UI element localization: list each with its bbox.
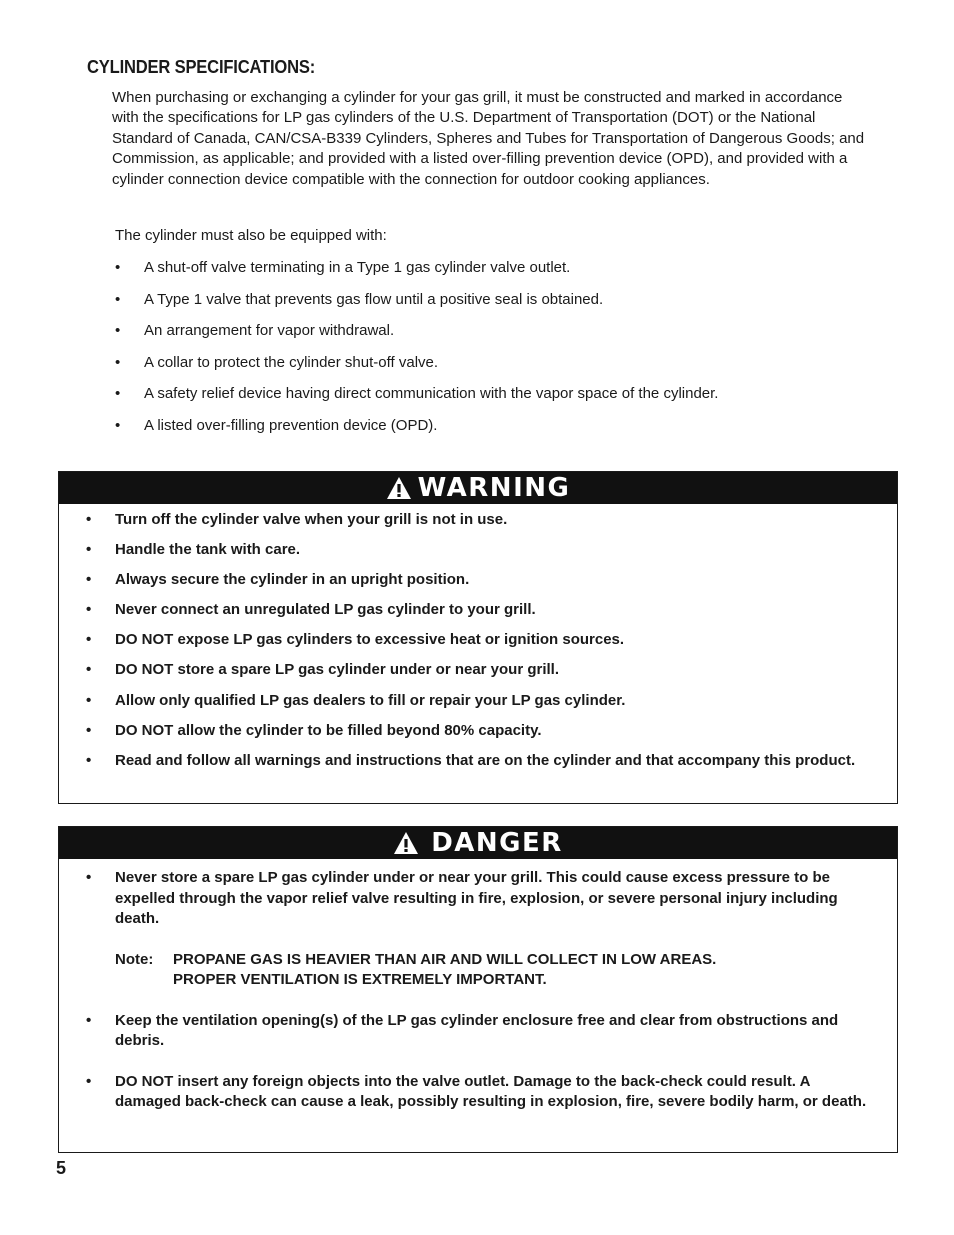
bullet: •	[115, 322, 121, 340]
bullet: •	[115, 353, 121, 371]
also-equipped-text: The cylinder must also be equipped with:	[115, 227, 387, 244]
danger-triangle-icon	[393, 831, 419, 855]
list-item-text: Keep the ventilation opening(s) of the LP gas cylinder enclosure free and clear from obstructions and debris.	[115, 1011, 839, 1049]
list-item	[112, 384, 718, 416]
list-item	[112, 416, 718, 448]
list-item	[59, 1072, 897, 1113]
list-item	[59, 691, 897, 712]
specifications-heading: CYLINDER SPECIFICATIONS:	[87, 57, 316, 77]
list-item-text: DO NOT expose LP gas cylinders to excessive heat or ignition sources.	[115, 631, 625, 649]
bullet: •	[86, 511, 92, 528]
bullet: •	[115, 290, 121, 308]
list-item	[112, 353, 718, 385]
list-item	[59, 570, 897, 591]
list-item	[59, 510, 897, 531]
list-item-text: A safety relief device having direct communication with the vapor space of the cylinder.	[144, 385, 719, 403]
bullet: •	[115, 259, 121, 276]
list-item-text: A listed over-filling prevention device (OPD).	[144, 416, 438, 434]
list-item-text: DO NOT store a spare LP gas cylinder under or near your grill.	[115, 661, 560, 679]
list-item-text: Handle the tank with care.	[115, 541, 301, 559]
bullet: •	[86, 601, 92, 619]
list-item-text: DO NOT insert any foreign objects into the valve outlet. Damage to the back-check could result. A damaged back-check can cause a leak, possibly resulting in explosion, fire, severe bodily harm, or death.	[115, 1072, 867, 1110]
list-item-text: Turn off the cylinder valve when your grill is not in use.	[115, 511, 508, 528]
list-item	[59, 540, 897, 561]
list-item-text: Never store a spare LP gas cylinder under or near your grill. This could cause excess pressure to be expelled through the vapor relief valve resulting in fire, explosion, or severe personal injury including death.	[115, 869, 838, 927]
list-item	[59, 600, 897, 621]
danger-title: DANGER	[431, 828, 563, 858]
list-item	[112, 258, 718, 290]
note-text: PROPANE GAS IS HEAVIER THAN AIR AND WILL COLLECT IN LOW AREAS. PROPER VENTILATION IS EXTREMELY IMPORTANT.	[173, 950, 717, 988]
bullet: •	[86, 541, 92, 559]
list-item-text: A shut-off valve terminating in a Type 1 gas cylinder valve outlet.	[144, 259, 571, 276]
warning-box	[58, 471, 898, 804]
bullet: •	[115, 416, 121, 434]
list-item	[59, 868, 897, 991]
bullet: •	[86, 721, 92, 739]
list-item	[59, 660, 897, 681]
equipment-list	[112, 258, 718, 448]
list-item-text: An arrangement for vapor withdrawal.	[144, 322, 395, 340]
bullet: •	[86, 1011, 92, 1029]
note-label: Note:	[115, 950, 154, 968]
danger-list	[59, 868, 897, 1113]
list-item-text: Never connect an unregulated LP gas cylinder to your grill.	[115, 601, 536, 619]
bullet: •	[115, 385, 121, 403]
list-item	[59, 630, 897, 651]
danger-box	[58, 826, 898, 1153]
bullet: •	[86, 1072, 92, 1090]
list-item-text: Always secure the cylinder in an upright position.	[115, 571, 470, 589]
specifications-intro: When purchasing or exchanging a cylinder for your gas grill, it must be constructed and marked in accordance with the specifications for LP gas cylinders of the U.S. Department of Transportation (DOT) or the National Standard of Canada, CAN/CSA-B339 Cylinders, Spheres and Tubes for Transportation of Dangerous Goods; and Commission, as applicable; and provided with a listed over-filling prevention device (OPD), and provided with a cylinder connection device compatible with the connection for outdoor cooking appliances.	[112, 89, 865, 188]
list-item	[59, 721, 897, 742]
list-item-text: DO NOT allow the cylinder to be filled beyond 80% capacity.	[115, 721, 542, 739]
list-item	[112, 321, 718, 353]
bullet: •	[86, 571, 92, 589]
bullet: •	[86, 691, 92, 709]
bullet: •	[86, 661, 92, 679]
bullet: •	[86, 751, 92, 769]
danger-header	[59, 827, 897, 859]
bullet: •	[86, 869, 92, 886]
warning-triangle-icon	[386, 476, 412, 500]
list-item	[112, 290, 718, 322]
list-item	[59, 1011, 897, 1052]
list-item	[59, 751, 897, 772]
page-number: 5	[56, 1158, 67, 1178]
warning-title: WARNING	[417, 473, 571, 503]
warning-list	[59, 510, 897, 771]
list-item-text: Read and follow all warnings and instructions that are on the cylinder and that accompany this product.	[115, 751, 856, 769]
warning-header	[59, 472, 897, 504]
bullet: •	[86, 631, 92, 649]
list-item-text: A collar to protect the cylinder shut-off valve.	[144, 353, 439, 371]
list-item-text: Allow only qualified LP gas dealers to fill or repair your LP gas cylinder.	[115, 691, 626, 709]
danger-note	[115, 950, 867, 991]
list-item-text: A Type 1 valve that prevents gas flow until a positive seal is obtained.	[144, 290, 604, 308]
